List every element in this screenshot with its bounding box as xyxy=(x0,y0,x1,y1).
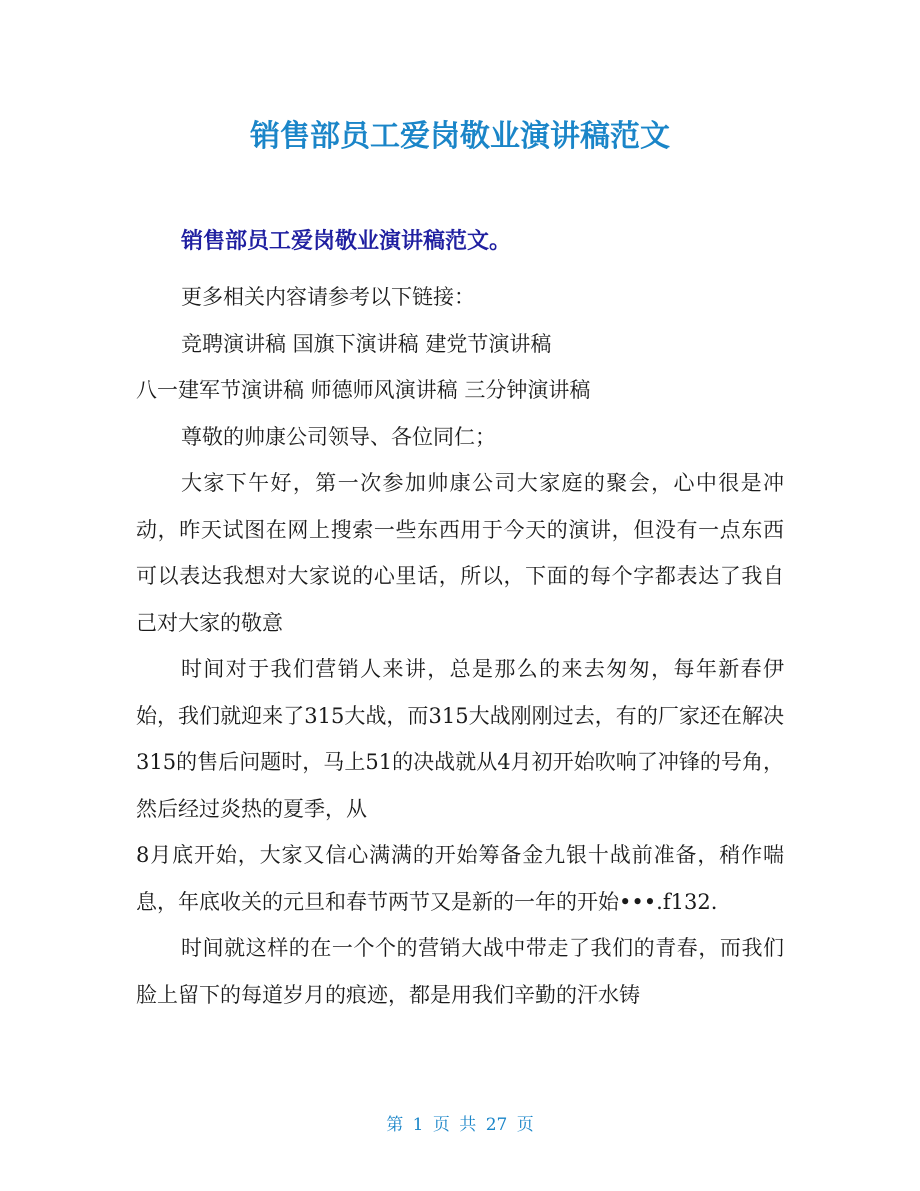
greeting: 尊敬的帅康公司领导、各位同仁； xyxy=(181,424,496,449)
links-line-1: 竞聘演讲稿 国旗下演讲稿 建党节演讲稿 xyxy=(181,331,552,356)
document-subtitle: 销售部员工爱岗敬业演讲稿范文。 xyxy=(181,229,512,254)
links-line-2: 八一建军节演讲稿 师德师风演讲稿 三分钟演讲稿 xyxy=(136,378,591,402)
links-intro: 更多相关内容请参考以下链接： xyxy=(181,285,475,309)
document-body xyxy=(136,274,784,1018)
paragraph-1: 大家下午好，第一次参加帅康公司大家庭的聚会，心中很是冲动，昨天试图在网上搜索一些东西用于今天的演讲，但没有一点东西可以表达我想对大家说的心里话，所以，下面的每个字都表达了我自己对大家的敬意 xyxy=(136,471,784,635)
paragraph-2: 时间对于我们营销人来讲，总是那么的来去匆匆，每年新春伊始，我们就迎来了315大战，而315大战刚刚过去，有的厂家还在解决315的售后问题时，马上51的决战就从4月初开始吹响了冲锋的号角，然后经过炎热的夏季，从 xyxy=(136,657,784,821)
paragraph-3: 8月底开始，大家又信心满满的开始筹备金九银十战前准备，稍作喘息，年底收关的元旦和春节两节又是新的一年的开始•••.f132. xyxy=(136,843,784,914)
paragraph-4: 时间就这样的在一个个的营销大战中带走了我们的青春，而我们脸上留下的每道岁月的痕迹，都是用我们辛勤的汗水铸 xyxy=(136,936,784,1007)
document-title: 销售部员工爱岗敬业演讲稿范文 xyxy=(250,119,670,154)
page-number-footer: 第 1 页 共 27 页 xyxy=(386,1115,534,1135)
